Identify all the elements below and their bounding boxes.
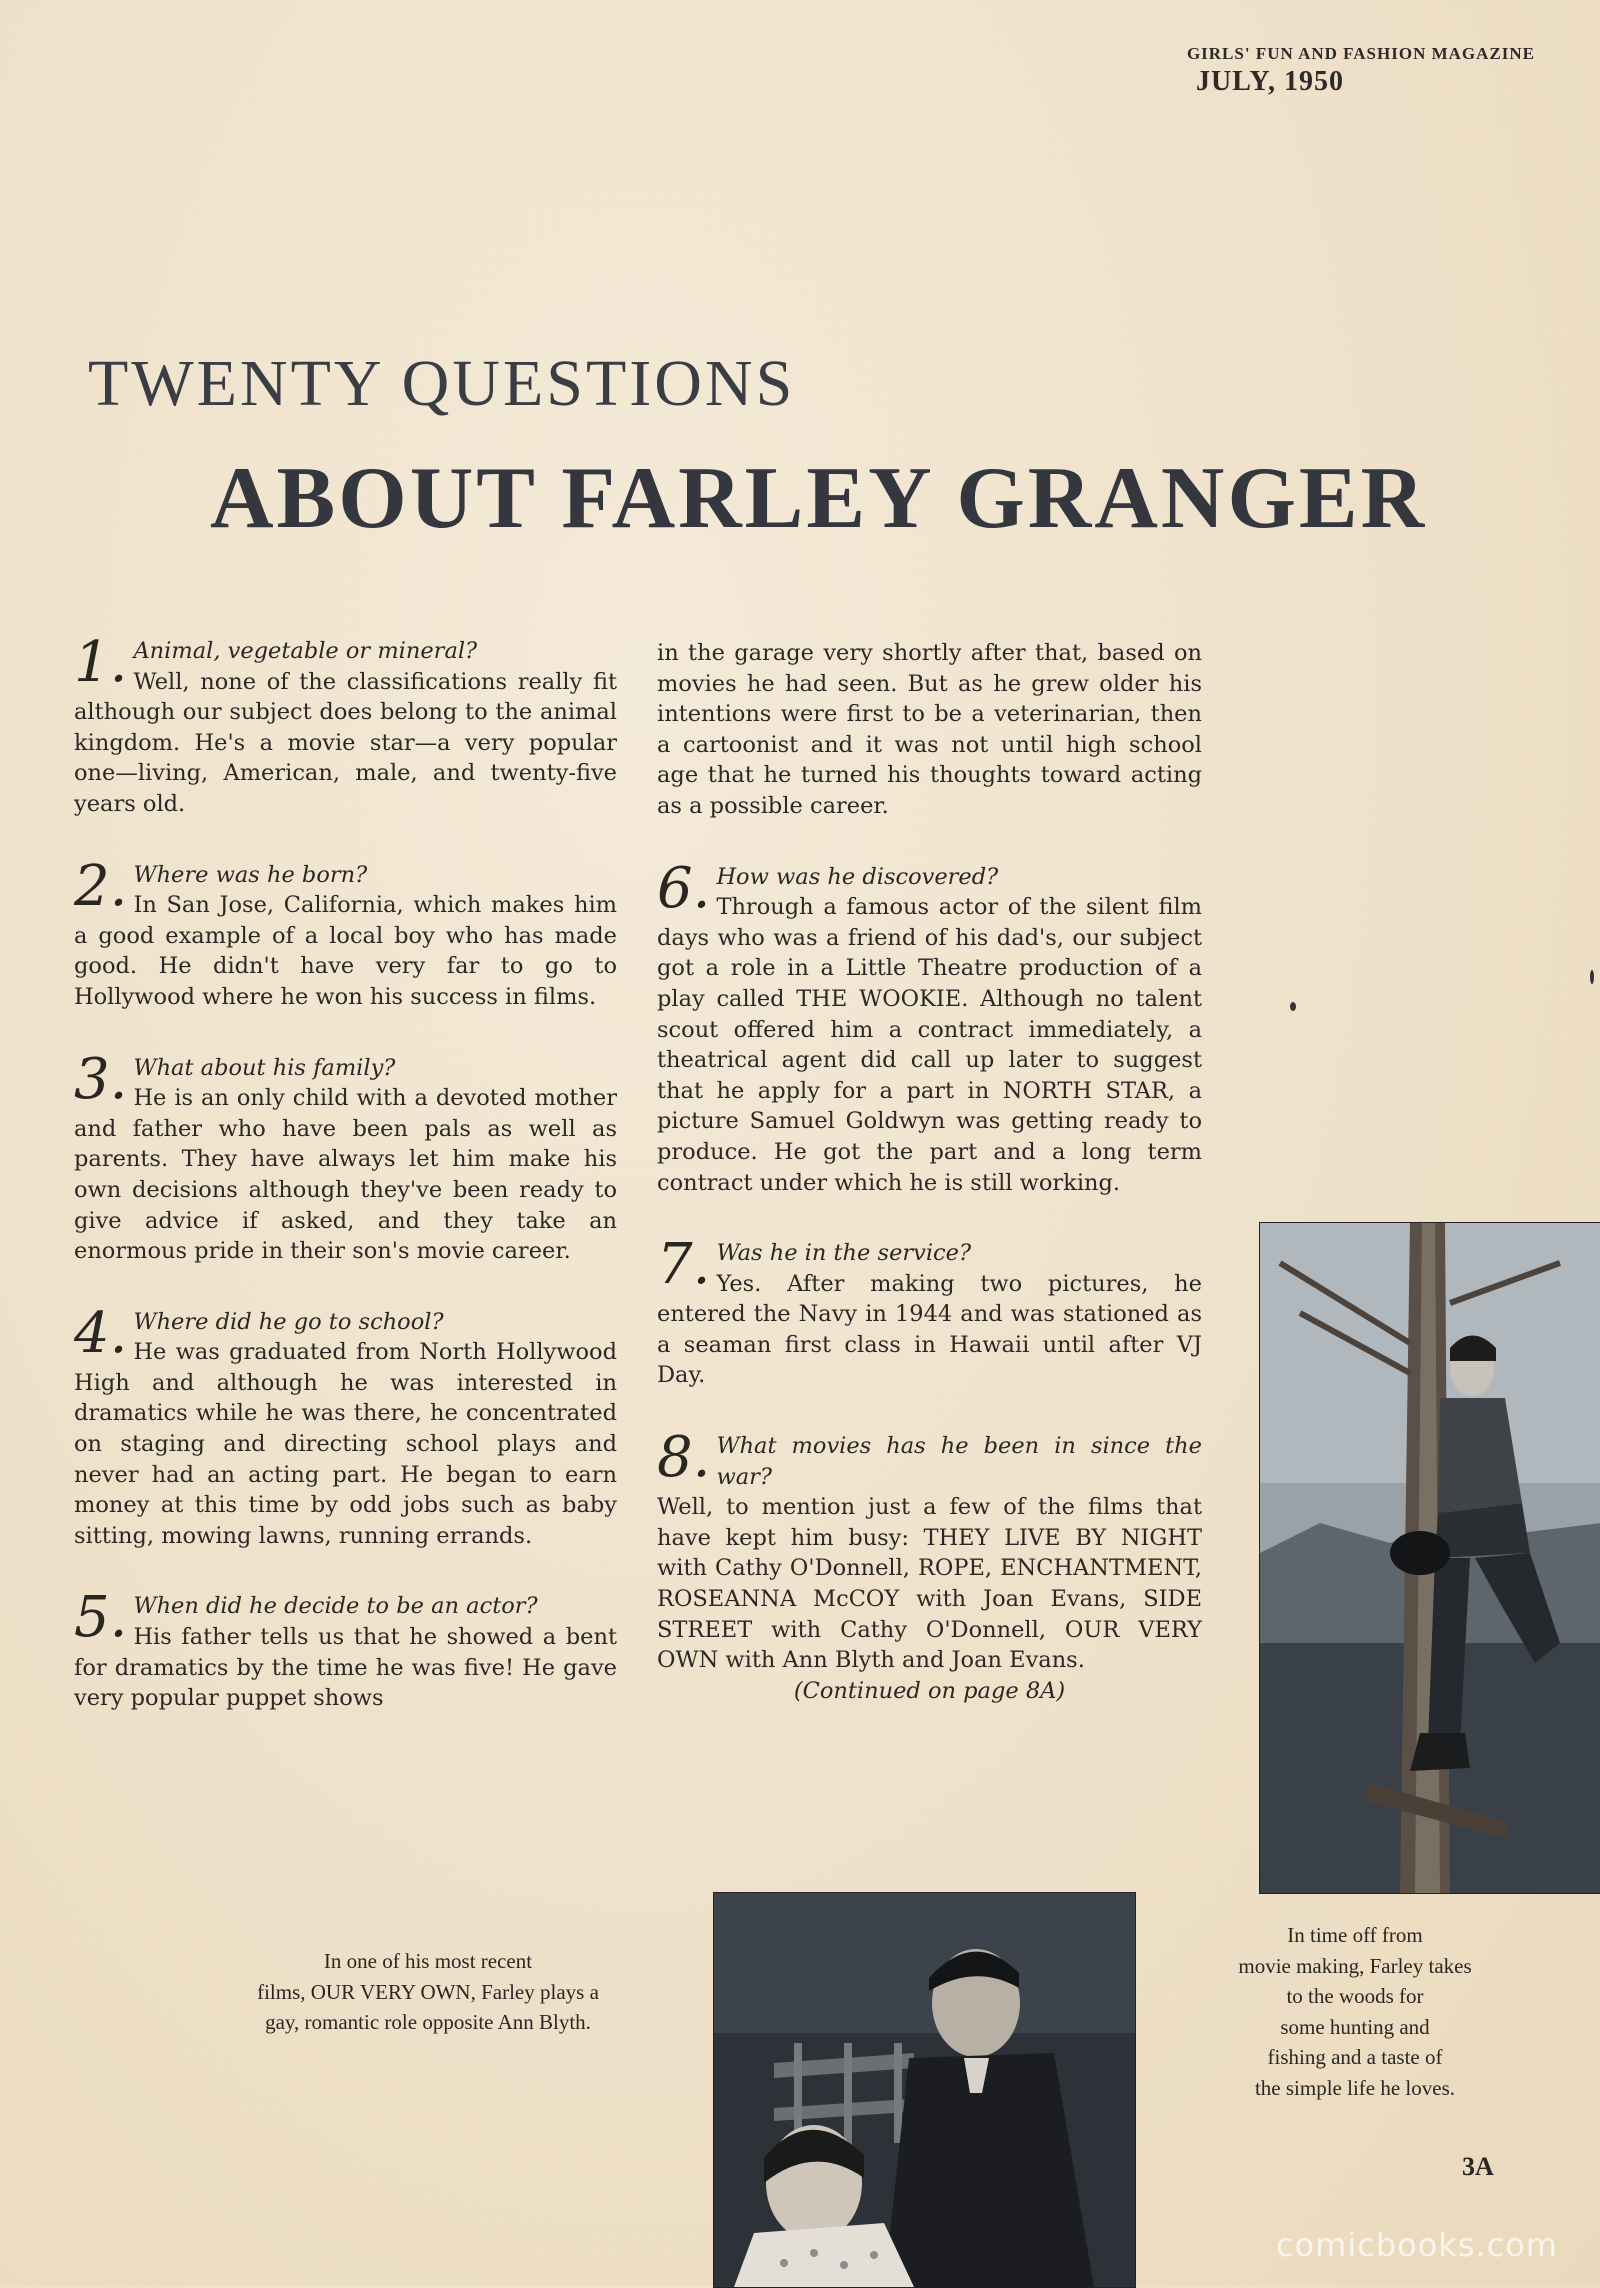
film-still-illustration [714, 1893, 1135, 2287]
question-block-3 [74, 1046, 617, 1267]
question-number: 4. [74, 1300, 128, 1366]
question-block-4 [74, 1300, 617, 1552]
question-text: Where did he go to school? [133, 1308, 444, 1335]
question-text: When did he decide to be an actor? [133, 1593, 538, 1620]
question-number: 3. [74, 1046, 128, 1112]
answer-text: in the garage very shortly after that, based on movies he had seen. But as he grew older his intentions were first to be a veterinarian, then a cartoonist and it was not until high school age that he turned his thoughts toward acting as a possible career. [657, 640, 1202, 819]
photo-farley-woods [1259, 1222, 1600, 1894]
answer-text: In San Jose, California, which makes him a good example of a local boy who has made good. He didn't have very far to go to Hollywood where he won his success in films. [74, 892, 617, 1010]
question-number: 1. [74, 630, 128, 695]
question-text: Animal, vegetable or mineral? [133, 638, 478, 664]
question-number: 2. [74, 853, 128, 919]
question-block-2 [74, 853, 617, 1013]
paper-speck [1590, 970, 1594, 984]
answer-text: Well, to mention just a few of the films that have kept him busy: THEY LIVE BY NIGHT with Cathy O'Donnell, ROPE, ENCHANTMENT, ROSEANNA McCOY with Joan Evans, SIDE STREET with Cathy O'Donnell, OUR VERY OWN with Ann Blyth and Joan Evans. [657, 1494, 1202, 1674]
question-text: Was he in the service? [716, 1240, 972, 1267]
continued-note: (Continued on page 8A) [793, 1677, 1066, 1704]
page-number: 3A [1462, 2152, 1494, 2181]
question-block-1 [74, 630, 617, 820]
question-block-7 [657, 1232, 1202, 1391]
photo-film-still [713, 1892, 1136, 2288]
paper-speck [1290, 1002, 1296, 1011]
answer-text: Through a famous actor of the silent film days who was a friend of his dad's, our subject got a role in a Little Theatre production of a play called THE WOOKIE. Although no talent scout offered him a contract immediately, a theatrical agent did call up later to suggest that he apply for a part in NORTH STAR, a picture Samuel Goldwyn was getting ready to produce. He got the part and a long term contract under which he is still working. [657, 894, 1202, 1196]
article-column-2 [657, 638, 1202, 1706]
title-line-2: ABOUT FARLEY GRANGER [210, 450, 1428, 547]
issue-date: JULY, 1950 [1196, 66, 1344, 97]
question-number: 6. [657, 855, 711, 921]
title-line-1: TWENTY QUESTIONS [88, 347, 796, 420]
answer-text: His father tells us that he showed a bent for dramatics by the time he was five! He gave very popular puppet shows [74, 1624, 617, 1712]
question-block-5 [74, 1585, 617, 1713]
question-number: 7. [657, 1232, 711, 1298]
answer-text: Yes. After making two pictures, he entered the Navy in 1944 and was stationed as a seaman first class in Hawaii until after VJ Day. [657, 1270, 1202, 1389]
question-number: 5. [74, 1585, 128, 1651]
woods-photo-illustration [1260, 1223, 1600, 1893]
question-number: 8. [657, 1425, 711, 1491]
question-text: What movies has he been in since the war? [716, 1433, 1202, 1490]
question-text: How was he discovered? [716, 863, 999, 890]
question-text: Where was he born? [133, 861, 368, 888]
magazine-name: GIRLS' FUN AND FASHION MAGAZINE [1186, 44, 1535, 63]
answer-text: He was graduated from North Hollywood High and although he was interested in dramatics while he was there, he concentrated on staging and directing school plays and never had an acting part. He began to earn money at this time by odd jobs such as baby sitting, mowing lawns, running errands. [74, 1339, 617, 1549]
question-text: What about his family? [133, 1054, 396, 1081]
watermark: comicbooks.com [1276, 2226, 1559, 2264]
continuation-paragraph [657, 638, 1202, 822]
answer-text: Well, none of the classifications really fit although our subject does belong to the animal kingdom. He's a movie star—a very popular one—living, American, male, and twenty-five years old. [74, 668, 617, 817]
article-column-1 [74, 630, 617, 1754]
question-block-8 [657, 1425, 1202, 1706]
answer-text: He is an only child with a devoted mother and father who have been pals as well as parents. They have always let him make his own decisions although they've been ready to give advice if asked, and they take an enormous pride in their son's movie career. [74, 1085, 617, 1265]
caption-film-still: In one of his most recent films, OUR VERY OWN, Farley plays a gay, romantic role opposite Ann Blyth. [257, 1949, 599, 2034]
question-block-6 [657, 855, 1202, 1199]
caption-woods-photo: In time off from movie making, Farley takes to the woods for some hunting and fishing and a taste of the simple life he loves. [1238, 1923, 1472, 2100]
